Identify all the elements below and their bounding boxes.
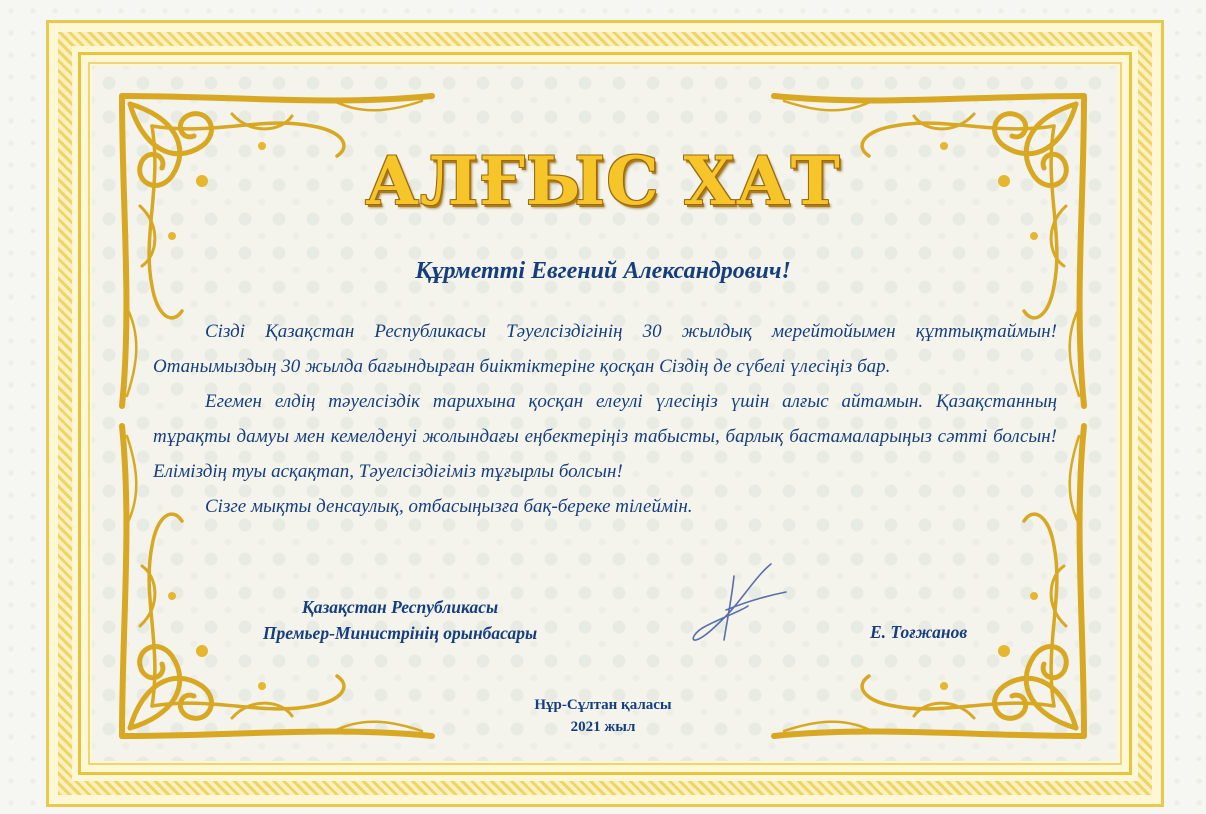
position-line-1: Қазақстан Республикасы [301, 597, 499, 617]
letter-body [153, 314, 1057, 524]
signatory-position [200, 594, 600, 646]
position-line-2: Премьер-Министрінің орынбасары [262, 623, 538, 643]
greeting: Құрметті Евгений Александрович! [415, 258, 791, 284]
paragraph-2: Егемен елдің тәуелсіздік тарихына қосқан елеулі үлесіңіз үшін алғыс айтамын. Қазақстанның тұрақты дамуы мен кемелденуі жолындағы еңбектеріңіз табысты, барлық бастамаларыңыз сәтті болсын! Еліміздің туы асқақтап, Тәуелсіздігіміз тұғырлы болсын! [153, 391, 1057, 482]
place-and-date [0, 694, 1206, 738]
year: 2021 жыл [570, 719, 636, 735]
city: Нұр-Сұлтан қаласы [534, 697, 672, 713]
paragraph-1: Сізді Қазақстан Республикасы Тәуелсіздігінің 30 жылдық мерейтойымен құттықтаймын! Отанымыздың 30 жылда бағындырған биіктіктеріне қосқан Сіздің де сүбелі үлесіңіз бар. [153, 321, 1057, 377]
certificate-title: АЛҒЫС ХАТ [365, 142, 841, 220]
handwritten-signature [686, 556, 796, 646]
paragraph-3: Сізге мықты денсаулық, отбасыңызға бақ-береке тілеймін. [205, 496, 693, 517]
signatory-name: Е. Тоғжанов [870, 622, 968, 642]
